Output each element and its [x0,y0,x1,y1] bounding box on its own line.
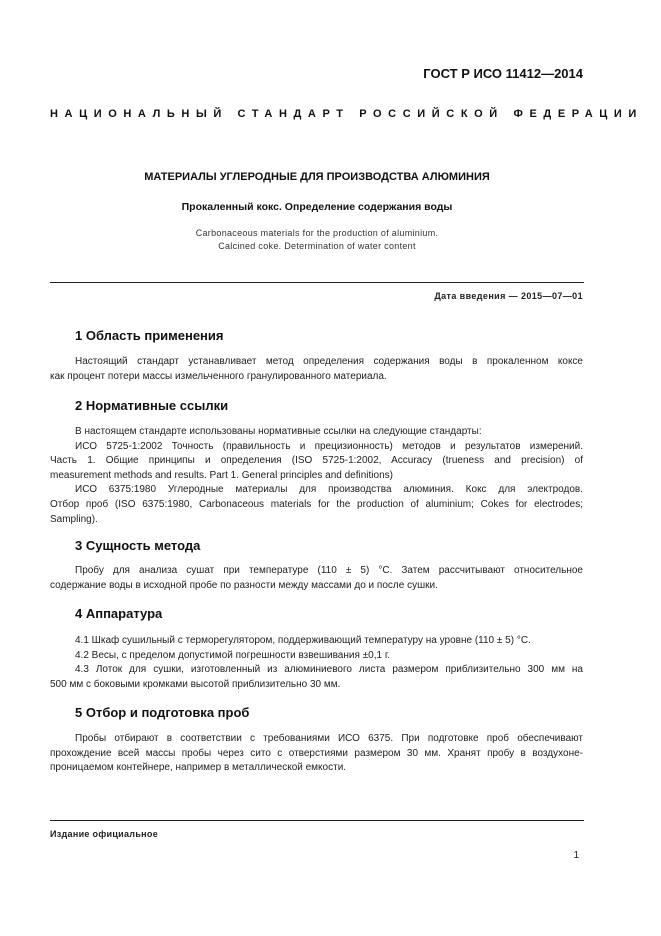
text-line: 500 мм с боковыми кромками высотой приблизительно 30 мм. [50,678,341,690]
footer-divider [50,820,584,821]
text-line: Отбор проб (ISO 6375:1980, Carbonaceous materials for the production of aluminium; Cokes for electrodes; [50,498,583,510]
standard-code: ГОСТ Р ИСО 11412—2014 [423,66,583,81]
text-line: как процент потери массы измельченного гранулированного материала. [50,370,387,382]
text-line: Настоящий стандарт устанавливает метод определения содержания воды в прокаленном коксе [75,356,583,367]
section-1-body [50,355,583,384]
text-line: Пробу для анализа сушат при температуре (110 ± 5) °С. Затем рассчитывают относительное [75,565,583,576]
text-line: содержание воды в исходной пробе по разности между массами до и после сушки. [50,579,438,591]
text-line: ИСО 6375:1980 Углеродные материалы для производства алюминия. Кокс для электродов. [75,484,583,496]
text-line: В настоящем стандарте использованы нормативные ссылки на следующие стандарты: [75,426,482,437]
text-line: Sampling). [50,513,98,525]
document-subtitle: Прокаленный кокс. Определение содержания воды [181,201,453,213]
text-line: measurement methods and results. Part 1. General principles and definitions) [50,469,393,481]
section-2-body [50,425,583,527]
section-3-body [50,564,583,593]
page-number: 1 [573,850,579,861]
section-5-body [50,732,583,776]
official-edition-label: Издание официальное [50,829,159,839]
document-title: МАТЕРИАЛЫ УГЛЕРОДНЫЕ ДЛЯ ПРОИЗВОДСТВА АЛЮМИНИЯ [144,171,490,183]
section-4-body [50,634,583,692]
top-divider [50,282,584,283]
national-standard-heading: НАЦИОНАЛЬНЫЙ СТАНДАРТ РОССИЙСКОЙ ФЕДЕРАЦИИ [50,108,643,120]
text-line: 4.1 Шкаф сушильный с терморегулятором, поддерживающий температуру на уровне (110 ± 5) °С. [75,635,531,646]
section-4-heading: 4 Аппаратура [75,606,163,621]
section-5-heading: 5 Отбор и подготовка проб [75,705,250,720]
text-line: проницаемом контейнере, например в металлической емкости. [50,762,347,774]
english-title-line-1: Carbonaceous materials for the production of aluminium. [195,228,439,238]
effective-date: Дата введения — 2015—07—01 [434,291,583,301]
text-line: Часть 1. Общие принципы и определения (ISO 5725-1:2002, Accuracy (trueness and precision) of [50,455,583,467]
text-line: ИСО 5725-1:2002 Точность (правильность и прецизионность) методов и результатов измерений. [75,440,583,452]
text-line: прохождение всей массы пробы через сито с отверстиями размером 30 мм. Хранят пробу в воздухоне- [50,747,583,759]
text-line: 4.3 Лоток для сушки, изготовленный из алюминиевого листа размером приблизительно 300 мм на [75,664,583,676]
text-line: 4.2 Весы, с пределом допустимой погрешности взвешивания ±0,1 г. [75,649,391,661]
text-line: Пробы отбирают в соответствии с требованиями ИСО 6375. При подготовке проб обеспечивают [75,733,583,744]
english-title-line-2: Calcined coke. Determination of water content [218,241,416,251]
section-3-heading: 3 Сущность метода [75,538,201,553]
section-2-heading: 2 Нормативные ссылки [75,398,229,413]
section-1-heading: 1 Область применения [75,328,224,343]
